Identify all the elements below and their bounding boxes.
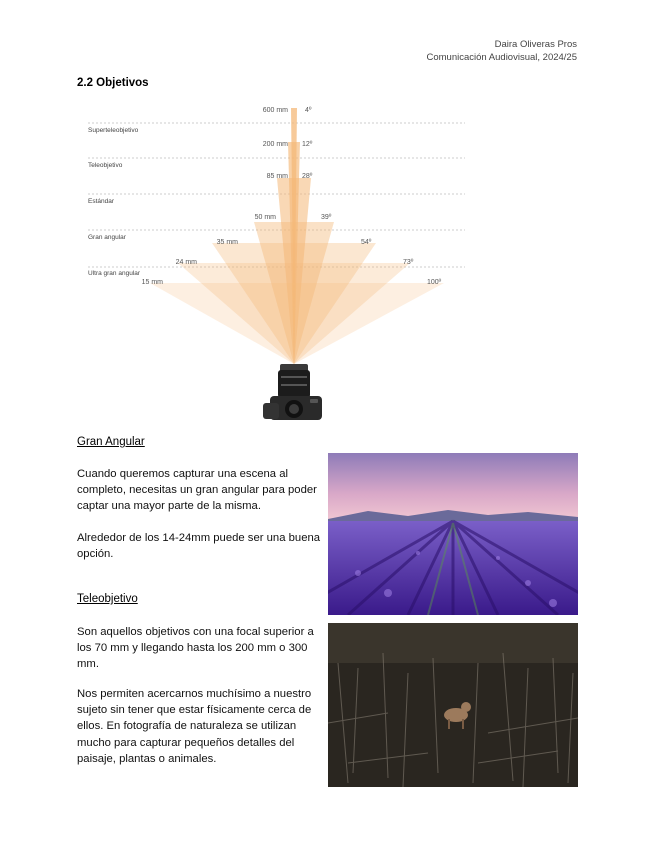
focal-label: 15 mm (141, 279, 163, 286)
focal-label: 600 mm (262, 107, 288, 114)
category-label: Superteleobjetivo (88, 127, 139, 134)
focal-label: 50 mm (254, 214, 276, 221)
category-label: Teleobjetivo (88, 162, 123, 169)
focal-label: 85 mm (266, 173, 288, 180)
focal-label: 200 mm (262, 141, 288, 148)
wildlife-field-photo (328, 623, 578, 787)
category-label: Gran angular (88, 234, 126, 241)
angle-label: 4º (305, 107, 312, 114)
angle-label: 54º (361, 239, 372, 246)
focal-label: 24 mm (175, 259, 197, 266)
wide-angle-paragraph-2: Alrededor de los 14-24mm puede ser una buena opción. (77, 532, 321, 561)
camera-icon (263, 364, 322, 420)
author-name: Daira Oliveras Pros (494, 39, 577, 50)
focal-label: 35 mm (216, 239, 238, 246)
background-trees (328, 623, 578, 663)
telephoto-paragraph-2: Nos permiten acercarnos muchísimo a nuestro sujeto sin tener que estar físicamente cerca de ellos. En fotografía de naturaleza se utilizan mucho para capturar pequeños detalles del paisaje, plantas o animales. (77, 688, 312, 765)
category-label: Ultra gran angular (88, 270, 141, 277)
angle-of-view-fans (150, 108, 444, 364)
course-name: Comunicación Audiovisual, 2024/25 (426, 52, 577, 63)
angle-label: 39º (321, 214, 332, 221)
telephoto-heading: Teleobjetivo (77, 593, 138, 605)
wide-angle-paragraph-1: Cuando queremos capturar una escena al completo, necesitas un gran angular para poder captar una mayor parte de la misma. (77, 468, 317, 513)
angle-label: 12º (302, 141, 313, 148)
page-header (426, 38, 577, 64)
wide-angle-heading: Gran Angular (77, 436, 145, 448)
angle-label: 73º (403, 259, 414, 266)
section-title: 2.2 Objetivos (77, 77, 149, 89)
telephoto-paragraph-1: Son aquellos objetivos con una focal superior a los 70 mm y llegando hasta los 200 mm o 300 mm. (77, 626, 314, 671)
lavender-field-photo (328, 453, 578, 615)
angle-label: 28º (302, 173, 313, 180)
angle-label: 100º (427, 279, 442, 286)
category-label: Estándar (88, 198, 115, 205)
focal-length-diagram (80, 100, 470, 425)
